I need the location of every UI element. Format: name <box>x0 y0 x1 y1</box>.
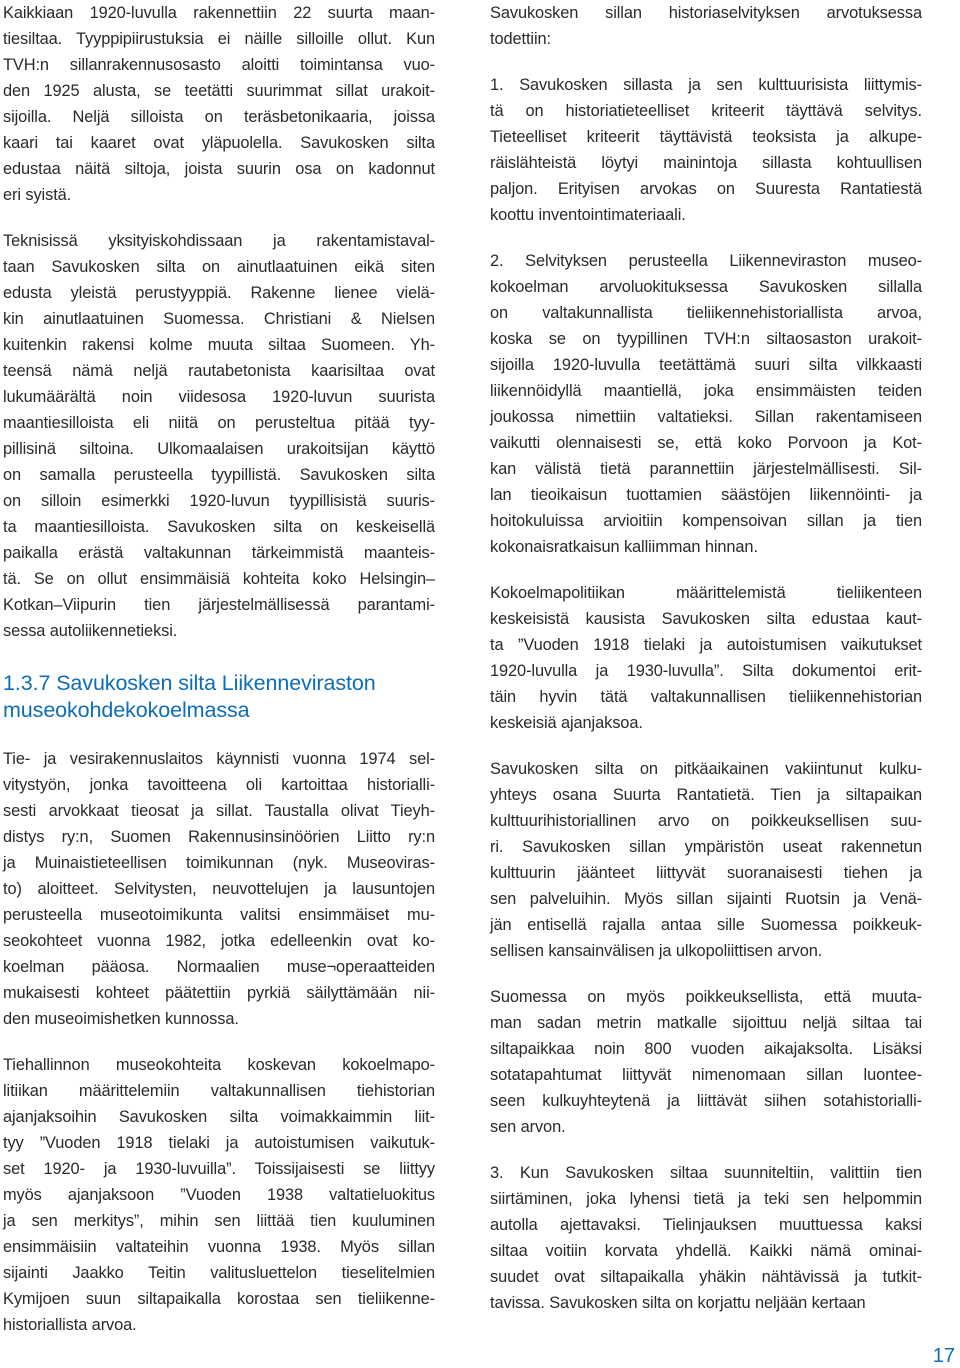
text-line: autolla ajettavaksi. Tielinjauksen muuttuessa kaksi <box>490 1216 922 1234</box>
text-line: liikennöidyllä maantiellä, joka ensimmäisten teiden <box>490 382 922 400</box>
text-line: perusteella museotoimikunta valitsi ensimmäiset mu- <box>3 906 435 924</box>
text-line: tä. Se on ollut ensimmäisiä kohteita koko Helsingin– <box>3 570 435 588</box>
right-paragraph-1 <box>490 0 922 52</box>
text-line: koska se on tyypillinen TVH:n siltaosaston urakoit- <box>490 330 922 348</box>
text-line: jän entisellä rajalla antaa sille Suomessa poikkeuk- <box>490 916 922 934</box>
text-line: historiallista arvoa. <box>3 1316 137 1334</box>
text-line: eri syistä. <box>3 186 72 204</box>
text-line: siltaa voitiin korvata yhdellä. Kaikki nämä ominai- <box>490 1242 922 1260</box>
text-line: hoitokuluissa arvioitiin kompensoivan sillan ja tien <box>490 512 922 530</box>
text-line: tyy ”Vuoden 1918 tielaki ja autoistumisen vaikutuk- <box>3 1134 435 1152</box>
text-line: ri. Savukosken sillan ympäristön useat rakennetun <box>490 838 922 856</box>
text-line: sellisen kansainvälisen ja ulkopoliittisen arvon. <box>490 942 823 960</box>
text-line: koelman pääosa. Normaalien muse¬operaatteiden <box>3 958 435 976</box>
text-line: lan tieoikaisun tuottamien säästöjen liikennöinti- ja <box>490 486 922 504</box>
text-line: sijoilla 1920-luvulla teetättämä suuri silta vilkkaasti <box>490 356 922 374</box>
text-line: litiikan määrittelemiin valtakunnallisen tiehistorian <box>3 1082 435 1100</box>
text-line: sen palveluihin. Myös sillan sijainti Ruotsin ja Venä- <box>490 890 922 908</box>
text-line: kokoelman arvoluokituksessa Savukosken sillalla <box>490 278 922 296</box>
text-line: ja sen merkitys”, mihin sen liittää tien kuuluminen <box>3 1212 435 1230</box>
text-line: Tiehallinnon museokohteita koskevan kokoelmapo- <box>3 1056 435 1074</box>
text-line: on valtakunnallista tieliikennehistoriallista arvoa, <box>490 304 922 322</box>
text-line: suudet ovat siltapaikalla yhäkin nähtävissä ja tutkit- <box>490 1268 922 1286</box>
text-line: kulttuurihistoriallinen arvo on poikkeuksellisen suu- <box>490 812 922 830</box>
text-line: Savukosken silta on pitkäaikainen vakiintunut kulku- <box>490 760 922 778</box>
text-line: lukumäärältä noin viidesosa 1920-luvun suurista <box>3 388 435 406</box>
right-paragraph-6 <box>490 984 922 1140</box>
text-line: Suomessa on myös poikkeuksellista, että muuta- <box>490 988 922 1006</box>
left-column <box>3 0 435 1338</box>
text-line: siltapaikkaa noin 800 vuoden aikajaksolta. Lisäksi <box>490 1040 922 1058</box>
text-line: Kotkan–Viipurin tien järjestelmällisessä parantami- <box>3 596 435 614</box>
text-line: ja Muinaistieteellisen toimikunnan (nyk. Museoviras- <box>3 854 435 872</box>
text-line: siirtäminen, joka lyhensi tietä ja teki sen helpommin <box>490 1190 922 1208</box>
text-line: ensimmäisiin valtateihin vuonna 1938. Myös sillan <box>3 1238 435 1256</box>
text-line: kin ainutlaatuinen Suomessa. Christiani & Nielsen <box>3 310 435 328</box>
text-line: distys ry:n, Suomen Rakennusinsinöörien Liitto ry:n <box>3 828 435 846</box>
text-line: Kymijoen suun siltapaikalla korostaa sen tieliikenne- <box>3 1290 435 1308</box>
text-line: Savukosken sillan historiaselvityksen arvotuksessa <box>490 4 922 22</box>
text-line: edustaa näitä siltoja, joista suurin osa on kadonnut <box>3 160 435 178</box>
right-paragraph-2 <box>490 72 922 228</box>
text-line: ajanjaksoihin Savukosken silta voimakkaimmin liit- <box>3 1108 435 1126</box>
text-line: tiesiltaa. Tyyppipiirustuksia ei näille silloille ollut. Kun <box>3 30 435 48</box>
text-line: vitystyön, jonka tavoitteena oli kartoittaa historialli- <box>3 776 435 794</box>
text-line: todettiin: <box>490 30 551 48</box>
text-line: kan välistä tietä parannettiin järjestelmällisesti. Sil- <box>490 460 922 478</box>
text-line: den museoimishetken kunnossa. <box>3 1010 239 1028</box>
text-line: pillisinä siltoina. Ulkomaalaisen urakoitsijan käyttö <box>3 440 435 458</box>
left-paragraph-4 <box>3 1052 435 1338</box>
page-number: 17 <box>932 1345 955 1367</box>
text-line: kuitenkin rakensi kolme muuta siltaa Suomeen. Yh- <box>3 336 435 354</box>
text-line: sessa autoliikennetieksi. <box>3 622 178 640</box>
text-line: myös ajanjaksoon ”Vuoden 1938 valtatieluokitus <box>3 1186 435 1204</box>
text-line: sen arvon. <box>490 1118 566 1136</box>
section-heading <box>3 670 435 724</box>
text-line: paljon. Erityisen arvokas on Suuresta Rantatiestä <box>490 180 922 198</box>
text-line: den 1925 alusta, se teetätti suurimmat sillat urakoit- <box>3 82 435 100</box>
text-line: joukossa nimettiin valtatieksi. Sillan rakentamiseen <box>490 408 922 426</box>
text-line: sijainti Jaakko Teitin valitusluettelon tieselitelmien <box>3 1264 435 1282</box>
text-line: kokonaisratkaisun kalliimman hinnan. <box>490 538 758 556</box>
left-paragraph-2 <box>3 228 435 644</box>
text-line: Teknisissä yksityiskohdissaan ja rakentamistaval- <box>3 232 435 250</box>
text-line: paikalla erästä valtakunnan tärkeimmistä maanteis- <box>3 544 435 562</box>
left-paragraph-1 <box>3 0 435 208</box>
text-line: on silloin esimerkki 1920-luvun tyypillisistä suuris- <box>3 492 435 510</box>
text-line: maantiesilloista eli niitä on perusteltua pitää tyy- <box>3 414 435 432</box>
text-line: man sadan metrin matkalle sijoittuu neljä siltaa tai <box>490 1014 922 1032</box>
text-line: 3. Kun Savukosken siltaa suunniteltiin, valittiin tien <box>490 1164 922 1182</box>
section-heading-line-2: museokohdekokoelmassa <box>3 698 250 722</box>
text-line: sijoilla. Neljä silloista on teräsbetonikaaria, joissa <box>3 108 435 126</box>
text-line: 1. Savukosken sillasta ja sen kulttuurisista liittymis- <box>490 76 922 94</box>
text-line: TVH:n sillanrakennusosasto aloitti toimintansa vuo- <box>3 56 435 74</box>
text-line: 1920-luvulla ja 1930-luvulla”. Silta dokumentoi erit- <box>490 662 922 680</box>
right-paragraph-7 <box>490 1160 922 1316</box>
text-line: to) aloitteet. Selvitysten, neuvottelujen ja lausuntojen <box>3 880 435 898</box>
text-line: teensä nämä neljä rautabetonista kaarisiltaa ovat <box>3 362 435 380</box>
text-line: set 1920- ja 1930-luvuilla”. Toissijaisesti se liittyy <box>3 1160 435 1178</box>
text-line: vaikutti olennaisesti se, että koko Porvoon ja Kot- <box>490 434 922 452</box>
text-line: Kokoelmapolitiikan määrittelemistä tieliikenteen <box>490 584 922 602</box>
text-line: ta ”Vuoden 1918 tielaki ja autoistumisen vaikutukset <box>490 636 922 654</box>
text-line: sotatapahtumat liittyvät nimenomaan sillan luontee- <box>490 1066 922 1084</box>
text-line: keskeisistä kausista Savukosken silta edustaa kaut- <box>490 610 922 628</box>
right-paragraph-4 <box>490 580 922 736</box>
right-column <box>490 0 922 1316</box>
text-line: täin hyvin tätä valtakunnallisen tieliikennehistorian <box>490 688 922 706</box>
text-line: seokohteet vuonna 1982, jotka edelleenkin ovat ko- <box>3 932 435 950</box>
text-line: ta maantiesilloista. Savukosken silta on keskeisellä <box>3 518 435 536</box>
right-paragraph-3 <box>490 248 922 560</box>
text-line: on samalla perusteella tyypillistä. Savukosken silta <box>3 466 435 484</box>
text-line: 2. Selvityksen perusteella Liikenneviraston museo- <box>490 252 922 270</box>
text-line: kulttuurin jäänteet liittyvät suoranaisesti tiehen ja <box>490 864 922 882</box>
text-line: Tie- ja vesirakennuslaitos käynnisti vuonna 1974 sel- <box>3 750 435 768</box>
text-line: taan Savukosken silta on ainutlaatuinen eikä siten <box>3 258 435 276</box>
text-line: Kaikkiaan 1920-luvulla rakennettiin 22 suurta maan- <box>3 4 435 22</box>
text-line: seen kulkuyhteytenä ja liittävät siihen sotahistorialli- <box>490 1092 922 1110</box>
text-line: keskeisiä ajanjaksoa. <box>490 714 643 732</box>
right-paragraph-5 <box>490 756 922 964</box>
text-line: Tieteelliset kriteerit täyttävistä teoksista ja alkupe- <box>490 128 922 146</box>
left-paragraph-3 <box>3 746 435 1032</box>
text-line: kaari tai kaaret ovat yläpuolella. Savukosken silta <box>3 134 435 152</box>
text-line: sesti arvokkaat tieosat ja sillat. Taustalla olivat Tieyh- <box>3 802 435 820</box>
text-line: räislähteistä löytyi mainintoja sillasta kohtuullisen <box>490 154 922 172</box>
text-line: edusta yleistä perustyyppiä. Rakenne lienee vielä- <box>3 284 435 302</box>
section-heading-line-1: 1.3.7 Savukosken silta Liikenneviraston <box>3 671 376 695</box>
text-line: mukaisesti kohteet päätettiin pyrkiä säilyttämään nii- <box>3 984 435 1002</box>
text-line: tä on historiatieteelliset kriteerit täyttävä selvitys. <box>490 102 922 120</box>
text-line: yhteys osana Suurta Rantatietä. Tien ja siltapaikan <box>490 786 922 804</box>
text-line: koottu inventointimateriaali. <box>490 206 686 224</box>
text-line: tavissa. Savukosken silta on korjattu neljään kertaan <box>490 1294 866 1312</box>
